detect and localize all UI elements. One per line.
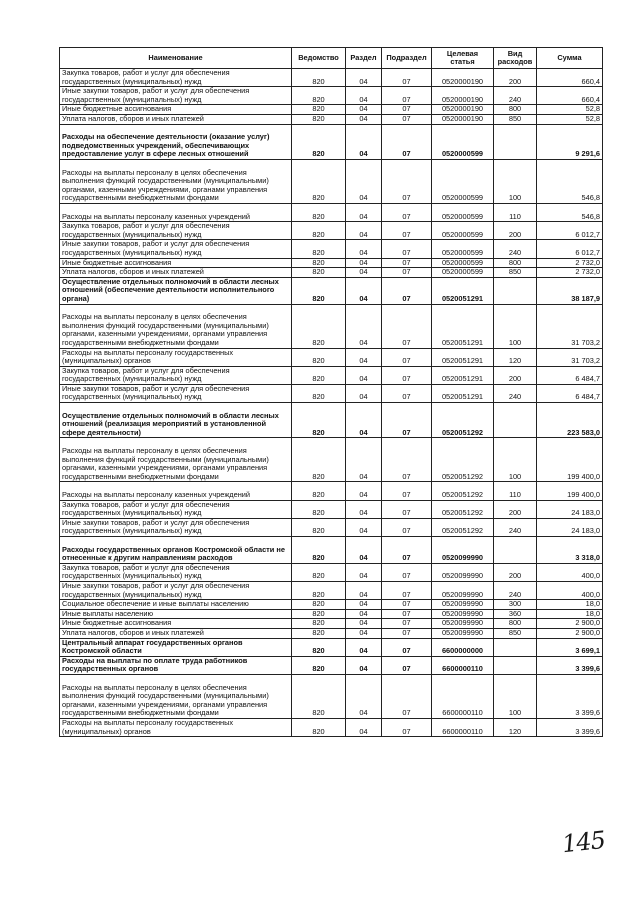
row-dept: 820 <box>292 159 346 203</box>
row-sum: 199 400,0 <box>537 482 603 500</box>
row-expense-type: 120 <box>494 348 537 366</box>
table-row <box>60 600 603 610</box>
row-article: 0520000599 <box>432 240 494 258</box>
row-name: Иные закупки товаров, работ и услуг для обеспечения государственных (муниципальных) нужд <box>60 582 292 600</box>
row-name: Расходы на выплаты персоналу казенных учреждений <box>60 482 292 500</box>
table-row <box>60 69 603 87</box>
row-article: 0520099990 <box>432 600 494 610</box>
row-article: 0520000190 <box>432 114 494 124</box>
row-expense-type: 360 <box>494 609 537 619</box>
row-expense-type: 850 <box>494 114 537 124</box>
table-row <box>60 537 603 564</box>
table-row <box>60 366 603 384</box>
row-article: 0520051292 <box>432 518 494 536</box>
row-expense-type: 200 <box>494 563 537 581</box>
row-article: 0520099990 <box>432 537 494 564</box>
row-article: 0520000599 <box>432 222 494 240</box>
row-section: 04 <box>346 366 382 384</box>
table-row <box>60 384 603 402</box>
row-dept: 820 <box>292 222 346 240</box>
row-subsection: 07 <box>382 518 432 536</box>
row-expense-type <box>494 124 537 159</box>
table-row <box>60 87 603 105</box>
row-sum: 38 187,9 <box>537 277 603 304</box>
row-section: 04 <box>346 304 382 348</box>
row-sum: 3 318,0 <box>537 537 603 564</box>
row-dept: 820 <box>292 518 346 536</box>
row-section: 04 <box>346 124 382 159</box>
row-section: 04 <box>346 518 382 536</box>
row-name: Расходы государственных органов Костромской области не отнесенные к другим направлениям расходов <box>60 537 292 564</box>
row-article: 6600000000 <box>432 638 494 656</box>
row-expense-type: 100 <box>494 438 537 482</box>
row-section: 04 <box>346 619 382 629</box>
row-section: 04 <box>346 582 382 600</box>
header-subsection: Подраздел <box>382 48 432 69</box>
row-dept: 820 <box>292 384 346 402</box>
row-dept: 820 <box>292 638 346 656</box>
table-row <box>60 348 603 366</box>
row-name: Уплата налогов, сборов и иных платежей <box>60 628 292 638</box>
row-dept: 820 <box>292 258 346 268</box>
table-header-row <box>60 48 603 69</box>
row-subsection: 07 <box>382 277 432 304</box>
table-row <box>60 482 603 500</box>
row-article: 0520000190 <box>432 87 494 105</box>
row-section: 04 <box>346 638 382 656</box>
row-name: Расходы на выплаты по оплате труда работников государственных органов <box>60 656 292 674</box>
row-article: 0520000599 <box>432 203 494 221</box>
table-row <box>60 609 603 619</box>
row-expense-type: 100 <box>494 159 537 203</box>
row-name: Осуществление отдельных полномочий в области лесных отношений (реализация мероприятий в установленной сфере деятельности) <box>60 403 292 438</box>
row-name: Расходы на выплаты персоналу в целях обеспечения выполнения функций государственными (муниципальными) органами, казенными учреждениями, органами управления государственными внебюджетными фондами <box>60 438 292 482</box>
row-sum: 223 583,0 <box>537 403 603 438</box>
row-dept: 820 <box>292 609 346 619</box>
row-expense-type: 200 <box>494 69 537 87</box>
row-article: 0520051292 <box>432 482 494 500</box>
row-sum: 6 484,7 <box>537 366 603 384</box>
row-dept: 820 <box>292 268 346 278</box>
row-subsection: 07 <box>382 656 432 674</box>
table-body <box>60 69 603 737</box>
row-section: 04 <box>346 482 382 500</box>
row-article: 0520000599 <box>432 159 494 203</box>
row-expense-type: 240 <box>494 384 537 402</box>
row-name: Закупка товаров, работ и услуг для обеспечения государственных (муниципальных) нужд <box>60 500 292 518</box>
table-row <box>60 304 603 348</box>
row-section: 04 <box>346 609 382 619</box>
row-subsection: 07 <box>382 240 432 258</box>
row-sum: 2 732,0 <box>537 258 603 268</box>
row-expense-type: 200 <box>494 222 537 240</box>
row-sum: 31 703,2 <box>537 348 603 366</box>
page-number: 145 <box>560 825 607 859</box>
row-sum: 3 399,6 <box>537 674 603 718</box>
row-article: 0520051292 <box>432 500 494 518</box>
row-subsection: 07 <box>382 348 432 366</box>
table-row <box>60 159 603 203</box>
row-subsection: 07 <box>382 537 432 564</box>
row-sum: 2 900,0 <box>537 628 603 638</box>
row-subsection: 07 <box>382 114 432 124</box>
row-sum: 199 400,0 <box>537 438 603 482</box>
row-article: 0520051291 <box>432 348 494 366</box>
row-expense-type: 240 <box>494 518 537 536</box>
budget-table <box>59 47 603 737</box>
row-article: 0520000190 <box>432 69 494 87</box>
table-row <box>60 656 603 674</box>
row-expense-type <box>494 403 537 438</box>
row-sum: 3 399,6 <box>537 656 603 674</box>
table-row <box>60 718 603 736</box>
row-article: 0520051291 <box>432 366 494 384</box>
row-sum: 6 484,7 <box>537 384 603 402</box>
row-article: 0520000599 <box>432 258 494 268</box>
row-name: Иные закупки товаров, работ и услуг для обеспечения государственных (муниципальных) нужд <box>60 240 292 258</box>
row-expense-type: 800 <box>494 619 537 629</box>
row-dept: 820 <box>292 582 346 600</box>
row-subsection: 07 <box>382 628 432 638</box>
row-expense-type: 240 <box>494 87 537 105</box>
row-sum: 2 900,0 <box>537 619 603 629</box>
row-subsection: 07 <box>382 482 432 500</box>
row-section: 04 <box>346 403 382 438</box>
row-sum: 546,8 <box>537 159 603 203</box>
row-dept: 820 <box>292 203 346 221</box>
row-subsection: 07 <box>382 159 432 203</box>
table-row <box>60 114 603 124</box>
row-dept: 820 <box>292 87 346 105</box>
row-name: Расходы на выплаты персоналу государственных (муниципальных) органов <box>60 718 292 736</box>
row-section: 04 <box>346 628 382 638</box>
row-name: Закупка товаров, работ и услуг для обеспечения государственных (муниципальных) нужд <box>60 366 292 384</box>
row-article: 0520051292 <box>432 403 494 438</box>
row-section: 04 <box>346 159 382 203</box>
row-name: Закупка товаров, работ и услуг для обеспечения государственных (муниципальных) нужд <box>60 563 292 581</box>
row-dept: 820 <box>292 240 346 258</box>
row-name: Расходы на обеспечение деятельности (оказание услуг) подведомственных учреждений, обеспечивающих предоставление услуг в сфере лесных отношений <box>60 124 292 159</box>
row-name: Иные закупки товаров, работ и услуг для обеспечения государственных (муниципальных) нужд <box>60 518 292 536</box>
row-section: 04 <box>346 438 382 482</box>
row-name: Расходы на выплаты персоналу в целях обеспечения выполнения функций государственными (муниципальными) органами, казенными учреждениями, органами управления государственными внебюджетными фондами <box>60 304 292 348</box>
row-section: 04 <box>346 348 382 366</box>
row-article: 6600000110 <box>432 718 494 736</box>
table-row <box>60 628 603 638</box>
row-sum: 31 703,2 <box>537 304 603 348</box>
row-name: Закупка товаров, работ и услуг для обеспечения государственных (муниципальных) нужд <box>60 69 292 87</box>
row-dept: 820 <box>292 656 346 674</box>
row-subsection: 07 <box>382 222 432 240</box>
row-subsection: 07 <box>382 384 432 402</box>
row-dept: 820 <box>292 124 346 159</box>
row-section: 04 <box>346 268 382 278</box>
row-subsection: 07 <box>382 609 432 619</box>
row-subsection: 07 <box>382 563 432 581</box>
row-name: Расходы на выплаты персоналу казенных учреждений <box>60 203 292 221</box>
row-section: 04 <box>346 500 382 518</box>
row-subsection: 07 <box>382 105 432 115</box>
row-section: 04 <box>346 563 382 581</box>
row-dept: 820 <box>292 105 346 115</box>
row-sum: 660,4 <box>537 87 603 105</box>
table-row <box>60 105 603 115</box>
row-name: Закупка товаров, работ и услуг для обеспечения государственных (муниципальных) нужд <box>60 222 292 240</box>
row-article: 0520099990 <box>432 609 494 619</box>
header-sum: Сумма <box>537 48 603 69</box>
row-dept: 820 <box>292 277 346 304</box>
row-sum: 6 012,7 <box>537 240 603 258</box>
row-article: 0520000599 <box>432 268 494 278</box>
row-sum: 52,8 <box>537 114 603 124</box>
table-row <box>60 500 603 518</box>
row-expense-type: 120 <box>494 718 537 736</box>
header-name: Наименование <box>60 48 292 69</box>
row-dept: 820 <box>292 304 346 348</box>
row-sum: 2 732,0 <box>537 268 603 278</box>
table-row <box>60 403 603 438</box>
row-expense-type: 200 <box>494 366 537 384</box>
table-row <box>60 438 603 482</box>
row-article: 0520099990 <box>432 628 494 638</box>
row-name: Социальное обеспечение и иные выплаты населению <box>60 600 292 610</box>
row-expense-type: 110 <box>494 482 537 500</box>
row-name: Иные бюджетные ассигнования <box>60 619 292 629</box>
table-row <box>60 203 603 221</box>
row-expense-type: 800 <box>494 258 537 268</box>
row-subsection: 07 <box>382 403 432 438</box>
row-section: 04 <box>346 537 382 564</box>
row-sum: 400,0 <box>537 563 603 581</box>
row-section: 04 <box>346 277 382 304</box>
row-section: 04 <box>346 69 382 87</box>
table-row <box>60 563 603 581</box>
row-dept: 820 <box>292 348 346 366</box>
row-dept: 820 <box>292 537 346 564</box>
row-sum: 660,4 <box>537 69 603 87</box>
table-row <box>60 518 603 536</box>
row-subsection: 07 <box>382 500 432 518</box>
row-section: 04 <box>346 114 382 124</box>
row-name: Расходы на выплаты персоналу в целях обеспечения выполнения функций государственными (муниципальными) органами, казенными учреждениями, органами управления государственными внебюджетными фондами <box>60 159 292 203</box>
row-article: 0520099990 <box>432 582 494 600</box>
row-subsection: 07 <box>382 124 432 159</box>
row-article: 6600000110 <box>432 674 494 718</box>
table-row <box>60 582 603 600</box>
row-section: 04 <box>346 222 382 240</box>
row-name: Расходы на выплаты персоналу в целях обеспечения выполнения функций государственными (муниципальными) органами, казенными учреждениями, органами управления государственными внебюджетными фондами <box>60 674 292 718</box>
table-row <box>60 674 603 718</box>
row-section: 04 <box>346 258 382 268</box>
row-expense-type: 800 <box>494 105 537 115</box>
row-expense-type: 100 <box>494 304 537 348</box>
row-section: 04 <box>346 384 382 402</box>
row-article: 0520051291 <box>432 277 494 304</box>
row-article: 0520000190 <box>432 105 494 115</box>
row-sum: 18,0 <box>537 600 603 610</box>
row-subsection: 07 <box>382 304 432 348</box>
row-expense-type <box>494 277 537 304</box>
row-expense-type: 200 <box>494 500 537 518</box>
row-sum: 9 291,6 <box>537 124 603 159</box>
row-name: Иные закупки товаров, работ и услуг для обеспечения государственных (муниципальных) нужд <box>60 87 292 105</box>
header-article: Целевая статья <box>432 48 494 69</box>
row-section: 04 <box>346 203 382 221</box>
row-subsection: 07 <box>382 258 432 268</box>
row-dept: 820 <box>292 403 346 438</box>
row-dept: 820 <box>292 628 346 638</box>
row-subsection: 07 <box>382 619 432 629</box>
row-name: Иные закупки товаров, работ и услуг для обеспечения государственных (муниципальных) нужд <box>60 384 292 402</box>
header-section: Раздел <box>346 48 382 69</box>
table-row <box>60 124 603 159</box>
row-dept: 820 <box>292 718 346 736</box>
row-dept: 820 <box>292 563 346 581</box>
row-expense-type <box>494 638 537 656</box>
row-expense-type: 100 <box>494 674 537 718</box>
row-section: 04 <box>346 240 382 258</box>
row-article: 0520099990 <box>432 563 494 581</box>
header-dept: Ведомство <box>292 48 346 69</box>
row-expense-type: 300 <box>494 600 537 610</box>
row-expense-type: 850 <box>494 268 537 278</box>
table-row <box>60 638 603 656</box>
row-sum: 6 012,7 <box>537 222 603 240</box>
row-expense-type: 240 <box>494 582 537 600</box>
row-dept: 820 <box>292 366 346 384</box>
row-subsection: 07 <box>382 638 432 656</box>
row-sum: 24 183,0 <box>537 518 603 536</box>
row-expense-type: 110 <box>494 203 537 221</box>
row-subsection: 07 <box>382 87 432 105</box>
row-sum: 400,0 <box>537 582 603 600</box>
row-sum: 52,8 <box>537 105 603 115</box>
table-row <box>60 619 603 629</box>
row-dept: 820 <box>292 619 346 629</box>
row-article: 0520051291 <box>432 384 494 402</box>
row-subsection: 07 <box>382 203 432 221</box>
row-article: 0520000599 <box>432 124 494 159</box>
row-dept: 820 <box>292 69 346 87</box>
row-dept: 820 <box>292 114 346 124</box>
row-section: 04 <box>346 718 382 736</box>
table-row <box>60 277 603 304</box>
row-section: 04 <box>346 600 382 610</box>
row-section: 04 <box>346 656 382 674</box>
row-name: Центральный аппарат государственных органов Костромской области <box>60 638 292 656</box>
row-subsection: 07 <box>382 69 432 87</box>
row-expense-type: 850 <box>494 628 537 638</box>
row-dept: 820 <box>292 500 346 518</box>
row-sum: 24 183,0 <box>537 500 603 518</box>
row-name: Иные бюджетные ассигнования <box>60 105 292 115</box>
row-section: 04 <box>346 87 382 105</box>
row-name: Расходы на выплаты персоналу государственных (муниципальных) органов <box>60 348 292 366</box>
row-article: 0520099990 <box>432 619 494 629</box>
row-dept: 820 <box>292 482 346 500</box>
row-name: Иные бюджетные ассигнования <box>60 258 292 268</box>
row-dept: 820 <box>292 600 346 610</box>
row-article: 0520051292 <box>432 438 494 482</box>
row-subsection: 07 <box>382 718 432 736</box>
row-subsection: 07 <box>382 582 432 600</box>
row-article: 6600000110 <box>432 656 494 674</box>
row-name: Осуществление отдельных полномочий в области лесных отношений (обеспечение деятельности исполнительного органа) <box>60 277 292 304</box>
row-expense-type <box>494 537 537 564</box>
row-name: Уплата налогов, сборов и иных платежей <box>60 114 292 124</box>
row-subsection: 07 <box>382 268 432 278</box>
header-expense-type: Вид расходов <box>494 48 537 69</box>
row-sum: 546,8 <box>537 203 603 221</box>
row-sum: 18,0 <box>537 609 603 619</box>
row-name: Уплата налогов, сборов и иных платежей <box>60 268 292 278</box>
row-expense-type: 240 <box>494 240 537 258</box>
row-subsection: 07 <box>382 438 432 482</box>
table-row <box>60 240 603 258</box>
row-dept: 820 <box>292 438 346 482</box>
row-subsection: 07 <box>382 674 432 718</box>
row-subsection: 07 <box>382 600 432 610</box>
row-name: Иные выплаты населению <box>60 609 292 619</box>
table-row <box>60 258 603 268</box>
row-section: 04 <box>346 674 382 718</box>
row-dept: 820 <box>292 674 346 718</box>
table-row <box>60 222 603 240</box>
row-article: 0520051291 <box>432 304 494 348</box>
row-sum: 3 399,6 <box>537 718 603 736</box>
row-expense-type <box>494 656 537 674</box>
row-subsection: 07 <box>382 366 432 384</box>
row-sum: 3 699,1 <box>537 638 603 656</box>
table-row <box>60 268 603 278</box>
row-section: 04 <box>346 105 382 115</box>
